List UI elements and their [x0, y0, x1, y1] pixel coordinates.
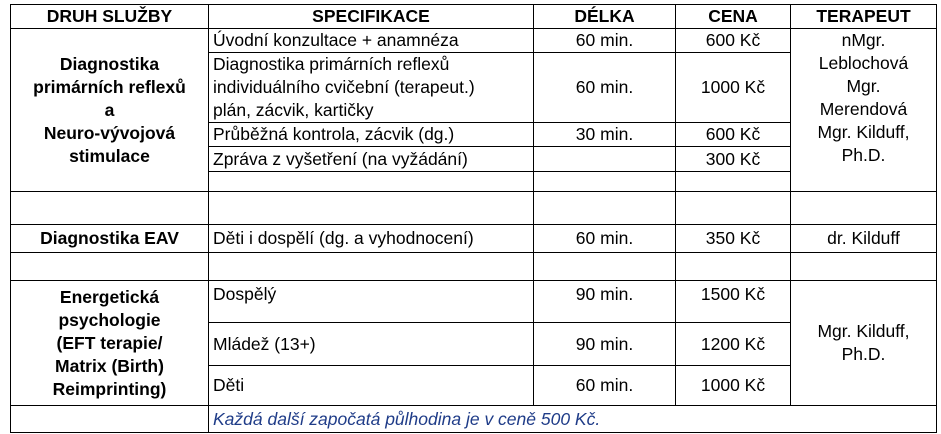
table-row: [11, 29, 937, 53]
empty-cell: [791, 192, 937, 225]
duration-cell: 60 min.: [534, 53, 676, 123]
empty-cell: [11, 406, 209, 433]
duration-cell: 60 min.: [534, 225, 676, 253]
empty-cell: [534, 253, 676, 281]
therapist-cell-energy-psychology: Mgr. Kilduff, Ph.D.: [791, 281, 937, 406]
price-cell: 1200 Kč: [676, 323, 791, 366]
empty-cell: [209, 192, 534, 225]
therapist-cell-eav: dr. Kilduff: [791, 225, 937, 253]
header-duration: DÉLKA: [534, 5, 676, 29]
price-cell: 1500 Kč: [676, 281, 791, 323]
empty-cell: [11, 253, 209, 281]
header-spec: SPECIFIKACE: [209, 5, 534, 29]
spec-cell: Průběžná kontrola, zácvik (dg.): [209, 123, 534, 147]
therapist-cell-primary-reflexes: nMgr. Leblochová Mgr. Merendová Mgr. Kilduff, Ph.D.: [791, 29, 937, 192]
duration-cell: 60 min.: [534, 366, 676, 406]
duration-cell: 90 min.: [534, 323, 676, 366]
empty-cell: [11, 192, 209, 225]
header-service: DRUH SLUŽBY: [11, 5, 209, 29]
spec-cell: Děti: [209, 366, 534, 406]
header-therapist: TERAPEUT: [791, 5, 937, 29]
pricing-table: [10, 4, 937, 433]
spacer-row: [11, 192, 937, 225]
empty-cell: [534, 172, 676, 192]
empty-cell: [534, 192, 676, 225]
service-cell-primary-reflexes: Diagnostika primárních reflexů a Neuro-vývojová stimulace: [11, 29, 209, 192]
table-row: [11, 281, 937, 323]
header-row: [11, 5, 937, 29]
empty-cell: [209, 172, 534, 192]
service-cell-energy-psychology: Energetická psychologie (EFT terapie/ Matrix (Birth) Reimprinting): [11, 281, 209, 406]
spec-cell: Dospělý: [209, 281, 534, 323]
duration-cell: 60 min.: [534, 29, 676, 53]
price-cell: 600 Kč: [676, 29, 791, 53]
spacer-row: [11, 253, 937, 281]
header-price: CENA: [676, 5, 791, 29]
empty-cell: [209, 253, 534, 281]
price-cell: 1000 Kč: [676, 53, 791, 123]
spec-cell: Diagnostika primárních reflexů individuálního cvičební (terapeut.) plán, zácvik, kartičky: [209, 53, 534, 123]
service-cell-eav: Diagnostika EAV: [11, 225, 209, 253]
duration-cell: 90 min.: [534, 281, 676, 323]
empty-cell: [676, 172, 791, 192]
note-row: [11, 406, 937, 433]
empty-cell: [676, 192, 791, 225]
table-row: [11, 225, 937, 253]
spec-cell: Mládež (13+): [209, 323, 534, 366]
spec-cell: Děti i dospělí (dg. a vyhodnocení): [209, 225, 534, 253]
price-cell: 350 Kč: [676, 225, 791, 253]
empty-cell: [676, 253, 791, 281]
note-text: Každá další započatá půlhodina je v ceně 500 Kč.: [209, 406, 937, 433]
price-cell: 300 Kč: [676, 147, 791, 172]
empty-cell: [791, 253, 937, 281]
spec-cell: Zpráva z vyšetření (na vyžádání): [209, 147, 534, 172]
price-cell: 1000 Kč: [676, 366, 791, 406]
spec-cell: Úvodní konzultace + anamnéza: [209, 29, 534, 53]
duration-cell: [534, 147, 676, 172]
price-cell: 600 Kč: [676, 123, 791, 147]
duration-cell: 30 min.: [534, 123, 676, 147]
